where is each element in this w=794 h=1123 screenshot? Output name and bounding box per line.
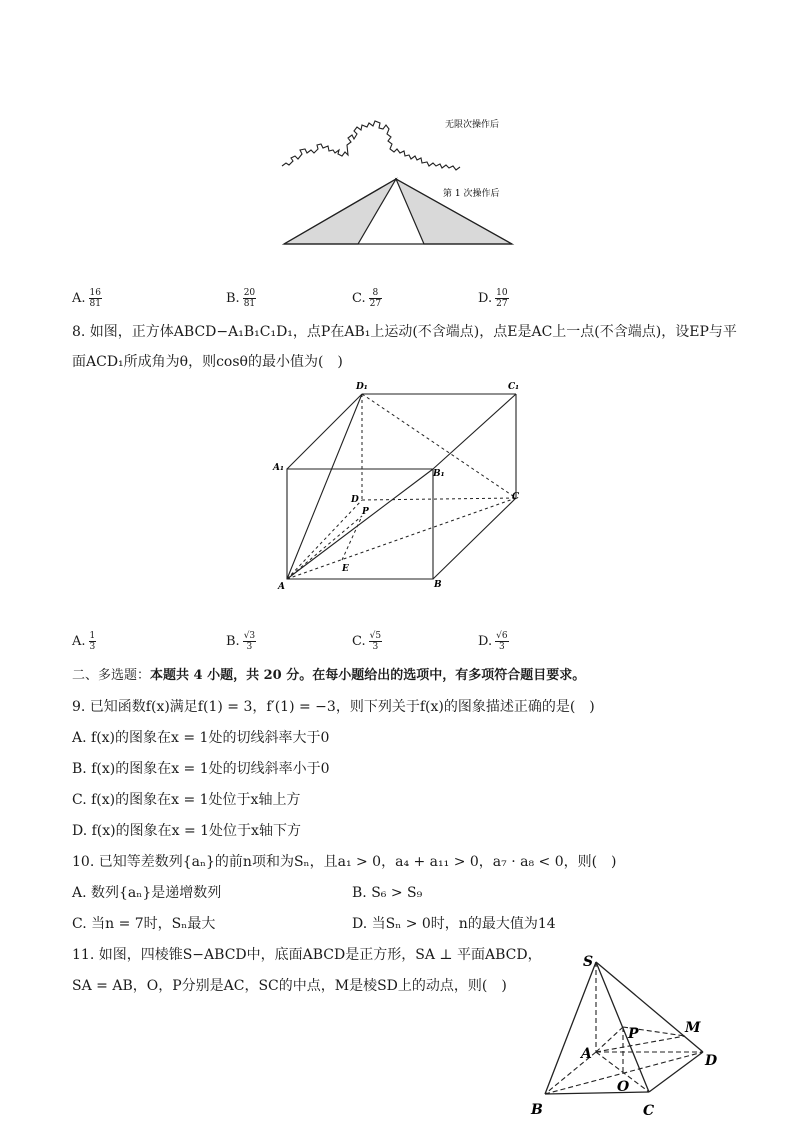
q10-option-d[interactable]: D. 当Sₙ > 0时，n的最大值为14 [352, 916, 556, 932]
q10-stem: 10. 已知等差数列{aₙ}的前n项和为Sₙ，且a₁ > 0，a₄ + a₁₁ > 0，a₇ · a₈ < 0，则( ) [72, 854, 617, 870]
fraction: $\frac{8}{27}$ [369, 288, 382, 309]
hidden-dc [362, 498, 516, 500]
q9-option-c[interactable]: C. f(x)的图象在x = 1处位于x轴上方 [72, 792, 301, 808]
hidden-ap [287, 516, 362, 579]
q8-stem-line2: 面ACD₁所成角为θ，则cosθ的最小值为( ) [72, 354, 343, 370]
vertex-m: M [685, 1020, 701, 1036]
edge-sb [545, 962, 596, 1094]
q8-stem-line1: 8. 如图，正方体ABCD−A₁B₁C₁D₁，点P在AB₁上运动(不含端点)，点E是AC上一点(不含端点)，设EP与平 [72, 324, 737, 340]
vertex-d: D [351, 495, 359, 505]
edge-bc [545, 1092, 649, 1094]
hidden-ac [287, 498, 516, 579]
vertex-p: P [628, 1026, 639, 1042]
q8-option-a[interactable]: A. $\frac{1}{3}$ [72, 631, 96, 652]
q8-option-b[interactable]: B. $\frac{√3}{3}$ [226, 631, 256, 652]
hidden-ep [342, 516, 362, 560]
edge-bc [433, 498, 516, 579]
vertex-e: E [342, 564, 349, 574]
hidden-ad [287, 500, 362, 579]
edge-cd [649, 1052, 703, 1092]
edge-sd [596, 962, 703, 1052]
hidden-ap [596, 1027, 623, 1052]
q10-option-a[interactable]: A. 数列{aₙ}是递增数列 [72, 885, 222, 901]
q7-option-c[interactable]: C. $\frac{8}{27}$ [352, 288, 382, 309]
section-header: 二、多选题：本题共 4 小题，共 20 分。在每小题给出的选项中，有多项符合题目要求。 [72, 668, 586, 683]
vertex-p: P [362, 507, 369, 517]
q11-stem-line2: SA = AB，O，P分别是AC，SC的中点，M是棱SD上的动点，则( ) [72, 978, 507, 994]
q9-option-a[interactable]: A. f(x)的图象在x = 1处的切线斜率大于0 [72, 730, 330, 746]
label-infinite: 无限次操作后 [445, 120, 500, 130]
snowflake-figure [270, 90, 530, 255]
vertex-a1: A₁ [273, 463, 284, 473]
fraction: $\frac{16}{81}$ [89, 288, 101, 309]
vertex-a: A [278, 582, 285, 592]
label-first: 第 1 次操作后 [443, 189, 500, 199]
q11-stem-line1: 11. 如图，四棱锥S−ABCD中，底面ABCD是正方形，SA ⊥ 平面ABCD， [72, 947, 542, 963]
vertex-c: C [512, 492, 520, 502]
vertex-c1: C₁ [508, 382, 520, 392]
q8-option-d[interactable]: D. $\frac{√6}{3}$ [478, 631, 508, 652]
fraction: $\frac{1}{3}$ [89, 631, 96, 652]
q10-option-b[interactable]: B. S₆ > S₉ [352, 885, 423, 901]
cube-figure [260, 375, 540, 595]
vertex-d1: D₁ [356, 382, 368, 392]
q7-option-b[interactable]: B. $\frac{20}{81}$ [226, 288, 256, 309]
q9-option-b[interactable]: B. f(x)的图象在x = 1处的切线斜率小于0 [72, 761, 330, 777]
vertex-b1: B₁ [433, 469, 445, 479]
vertex-c: C [643, 1103, 655, 1119]
vertex-a: A [581, 1046, 592, 1062]
fraction: $\frac{20}{81}$ [243, 288, 256, 309]
hidden-am [596, 1036, 685, 1052]
vertex-o: O [617, 1079, 630, 1095]
q7-option-a[interactable]: A. $\frac{16}{81}$ [72, 288, 101, 309]
q9-stem: 9. 已知函数f(x)满足f(1) = 3，f′(1) = −3，则下列关于f(x)的图象描述正确的是( ) [72, 699, 595, 715]
vertex-d: D [705, 1053, 718, 1069]
fraction: $\frac{√3}{3}$ [243, 631, 256, 652]
pyramid-figure [525, 948, 725, 1120]
edge-b1c1 [433, 394, 516, 469]
fraction: $\frac{10}{27}$ [496, 288, 508, 309]
fraction: $\frac{√6}{3}$ [496, 631, 508, 652]
q7-option-d[interactable]: D. $\frac{10}{27}$ [478, 288, 508, 309]
q10-option-c[interactable]: C. 当n = 7时，Sₙ最大 [72, 916, 216, 932]
q9-option-d[interactable]: D. f(x)的图象在x = 1处位于x轴下方 [72, 823, 301, 839]
q8-option-c[interactable]: C. $\frac{√5}{3}$ [352, 631, 382, 652]
vertex-b: B [434, 580, 442, 590]
hidden-d1c [362, 394, 516, 498]
edge-a1d1 [287, 394, 362, 469]
fraction: $\frac{√5}{3}$ [369, 631, 382, 652]
vertex-b: B [531, 1102, 543, 1118]
koch-curve [282, 121, 460, 170]
vertex-s: S [583, 954, 594, 970]
